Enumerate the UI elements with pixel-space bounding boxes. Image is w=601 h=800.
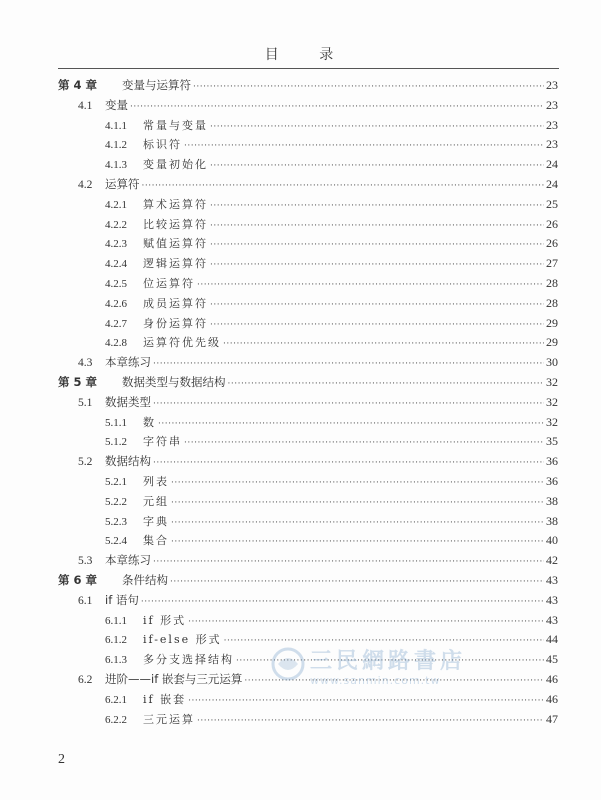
toc-entry-page: 32 bbox=[546, 414, 558, 429]
toc-entry-number: 5.2.4 bbox=[105, 535, 127, 548]
toc-entry-page: 29 bbox=[546, 315, 558, 330]
toc-entry-subsection bbox=[58, 512, 558, 532]
toc-entry-subsection bbox=[58, 630, 558, 650]
toc-entry-page: 38 bbox=[546, 513, 558, 528]
toc-entry-subsection bbox=[58, 531, 558, 551]
toc-entry-title: 数据结构 bbox=[105, 454, 151, 469]
toc-entry-number: 6.2.2 bbox=[105, 713, 127, 726]
toc-entry-section bbox=[58, 96, 558, 116]
page-header-title: 目 录 bbox=[264, 47, 352, 63]
toc-entry-page: 27 bbox=[546, 256, 558, 271]
toc-entry-title: 运算符 bbox=[105, 176, 140, 191]
toc-entry-page: 24 bbox=[546, 157, 558, 172]
toc-entry-subsection bbox=[58, 294, 558, 314]
toc-entry-number: 6.2.1 bbox=[105, 693, 127, 706]
toc-entry-title: 集合 bbox=[143, 534, 169, 548]
toc-entry-number: 5.1.1 bbox=[105, 416, 127, 429]
toc-entry-subsection bbox=[58, 314, 558, 334]
toc-entry-title: if 语句 bbox=[105, 592, 139, 607]
toc-entry-title: 本章练习 bbox=[105, 553, 151, 568]
toc-entry-title: 变量 bbox=[105, 97, 128, 112]
toc-entry-number: 4.1.3 bbox=[105, 159, 127, 172]
watermark-url: www.sanmin.com.tw bbox=[310, 674, 441, 687]
toc-entry-page: 35 bbox=[546, 434, 558, 449]
toc-entry-section bbox=[58, 393, 558, 413]
toc-entry-number: 5.2.2 bbox=[105, 495, 127, 508]
toc-entry-subsection bbox=[58, 710, 558, 730]
toc-entry-page: 43 bbox=[546, 592, 558, 607]
toc-entry-title: 数据类型与数据结构 bbox=[122, 374, 226, 389]
toc-entry-section bbox=[58, 670, 558, 690]
toc-entry-number: 5.1 bbox=[78, 396, 93, 409]
toc-entry-title: 条件结构 bbox=[122, 572, 168, 587]
toc-entry-number: 6.1 bbox=[78, 594, 93, 607]
toc-entry-number: 4.2.4 bbox=[105, 258, 127, 271]
toc-entry-title: 元组 bbox=[143, 494, 169, 508]
toc-entry-number: 4.1.2 bbox=[105, 139, 127, 152]
toc-entry-title: if 形式 bbox=[143, 613, 187, 627]
toc-entry-page: 28 bbox=[546, 275, 558, 290]
toc-entry-page: 47 bbox=[546, 711, 558, 726]
toc-entry-title: 字符串 bbox=[143, 435, 182, 449]
toc-entry-page: 46 bbox=[546, 671, 558, 686]
toc-entry-section bbox=[58, 353, 558, 373]
watermark-text: 三民網路書店 bbox=[310, 649, 467, 674]
toc-entry-subsection bbox=[58, 472, 558, 492]
toc-entry-page: 40 bbox=[546, 533, 558, 548]
toc-entry-page: 46 bbox=[546, 691, 558, 706]
toc-entry-subsection bbox=[58, 432, 558, 452]
toc-entry-page: 23 bbox=[546, 137, 558, 152]
toc-entry-number: 4.1 bbox=[78, 99, 93, 112]
toc-entry-chapter bbox=[58, 373, 558, 393]
toc-entry-page: 32 bbox=[546, 394, 558, 409]
toc-entry-section bbox=[58, 452, 558, 472]
toc-entry-title: 算术运算符 bbox=[143, 197, 208, 211]
toc-entry-number: 4.2.1 bbox=[105, 198, 127, 211]
toc-entry-page: 28 bbox=[546, 295, 558, 310]
toc-entry-subsection bbox=[58, 274, 558, 294]
toc-entry-subsection bbox=[58, 650, 558, 670]
toc-entry-number: 4.2.7 bbox=[105, 317, 127, 330]
toc-entry-page: 43 bbox=[546, 612, 558, 627]
toc-entry-page: 26 bbox=[546, 236, 558, 251]
toc-entry-number: 4.3 bbox=[78, 357, 93, 370]
toc-entry-number: 4.2.8 bbox=[105, 337, 127, 350]
toc-entry-number: 6.1.3 bbox=[105, 654, 127, 667]
toc-entry-title: 运算符优先级 bbox=[143, 336, 221, 350]
toc-entry-title: 三元运算 bbox=[143, 712, 195, 726]
toc-entry-subsection bbox=[58, 215, 558, 235]
toc-entry-title: 标识符 bbox=[143, 138, 182, 152]
toc-entry-number: 4.2 bbox=[78, 178, 93, 191]
toc-entry-number: 4.1.1 bbox=[105, 119, 127, 132]
toc-entry-title: 逻辑运算符 bbox=[143, 257, 208, 271]
toc-entry-title: 列表 bbox=[143, 474, 169, 488]
toc-entry-number: 5.2 bbox=[78, 456, 93, 469]
toc-entry-subsection bbox=[58, 135, 558, 155]
toc-entry-number: 4.2.3 bbox=[105, 238, 127, 251]
toc-entry-section bbox=[58, 551, 558, 571]
toc-entry-number: 第 6 章 bbox=[58, 572, 98, 587]
toc-entry-title: if-else 形式 bbox=[143, 633, 222, 647]
toc-entry-page: 43 bbox=[546, 572, 558, 587]
toc-entry-subsection bbox=[58, 611, 558, 631]
toc-entry-subsection bbox=[58, 116, 558, 136]
toc-entry-subsection bbox=[58, 195, 558, 215]
toc-entry-number: 4.2.5 bbox=[105, 277, 127, 290]
header-divider bbox=[58, 68, 559, 69]
toc-entry-title: 变量与运算符 bbox=[122, 78, 191, 92]
toc-entry-number: 5.1.2 bbox=[105, 436, 127, 449]
toc-entry-title: 位运算符 bbox=[143, 276, 195, 290]
toc-entry-title: 字典 bbox=[143, 514, 169, 528]
toc-entry-page: 25 bbox=[546, 196, 558, 211]
toc-entry-number: 5.2.3 bbox=[105, 515, 127, 528]
toc-entry-title: 赋值运算符 bbox=[143, 237, 208, 251]
toc-entry-chapter bbox=[58, 76, 558, 96]
toc-entry-title: 成员运算符 bbox=[143, 296, 208, 310]
toc-entry-number: 5.2.1 bbox=[105, 475, 127, 488]
toc-entry-page: 26 bbox=[546, 216, 558, 231]
toc-entry-number: 4.2.6 bbox=[105, 297, 127, 310]
toc-entry-title: 进阶——if 嵌套与三元运算 bbox=[105, 671, 243, 686]
toc-entry-title: 比较运算符 bbox=[143, 217, 208, 231]
toc-entry-page: 36 bbox=[546, 454, 558, 469]
toc-entry-section bbox=[58, 175, 558, 195]
toc-entry-page: 23 bbox=[546, 78, 558, 92]
toc-entry-subsection bbox=[58, 492, 558, 512]
toc-entry-number: 第 4 章 bbox=[58, 78, 98, 92]
toc-entry-number: 4.2.2 bbox=[105, 218, 127, 231]
toc-entry-subsection bbox=[58, 254, 558, 274]
toc-entry-subsection bbox=[58, 690, 558, 710]
toc-entry-title: 常量与变量 bbox=[143, 118, 208, 132]
toc-entry-page: 44 bbox=[546, 632, 558, 647]
toc-entry-title: 本章练习 bbox=[105, 355, 151, 370]
dot-leader bbox=[197, 712, 544, 732]
toc-entry-page: 38 bbox=[546, 493, 558, 508]
toc-entry-subsection bbox=[58, 234, 558, 254]
toc-entry-page: 24 bbox=[546, 176, 558, 191]
toc-entry-number: 6.1.2 bbox=[105, 634, 127, 647]
toc-entry-title: 数据类型 bbox=[105, 394, 151, 409]
toc-entry-page: 32 bbox=[546, 374, 558, 389]
toc-entry-number: 6.1.1 bbox=[105, 614, 127, 627]
toc-entry-page: 45 bbox=[546, 652, 558, 667]
toc-entry-title: if 嵌套 bbox=[143, 692, 187, 706]
toc-entry-page: 23 bbox=[546, 117, 558, 132]
toc-entry-page: 36 bbox=[546, 473, 558, 488]
toc-entry-title: 变量初始化 bbox=[143, 158, 208, 172]
toc-entry-page: 30 bbox=[546, 355, 558, 370]
toc-entry-chapter bbox=[58, 571, 558, 591]
toc-entry-page: 42 bbox=[546, 553, 558, 568]
toc-entry-title: 身份运算符 bbox=[143, 316, 208, 330]
table-of-contents bbox=[58, 76, 558, 729]
toc-entry-title: 数 bbox=[143, 415, 156, 429]
toc-entry-number: 6.2 bbox=[78, 673, 93, 686]
toc-entry-subsection bbox=[58, 155, 558, 175]
toc-entry-page: 29 bbox=[546, 335, 558, 350]
toc-entry-section bbox=[58, 591, 558, 611]
toc-entry-page: 23 bbox=[546, 97, 558, 112]
toc-entry-subsection bbox=[58, 413, 558, 433]
toc-entry-subsection bbox=[58, 333, 558, 353]
toc-entry-title: 多分支选择结构 bbox=[143, 653, 234, 667]
toc-entry-number: 5.3 bbox=[78, 555, 93, 568]
page-number: 2 bbox=[58, 752, 65, 767]
toc-entry-number: 第 5 章 bbox=[58, 374, 98, 389]
